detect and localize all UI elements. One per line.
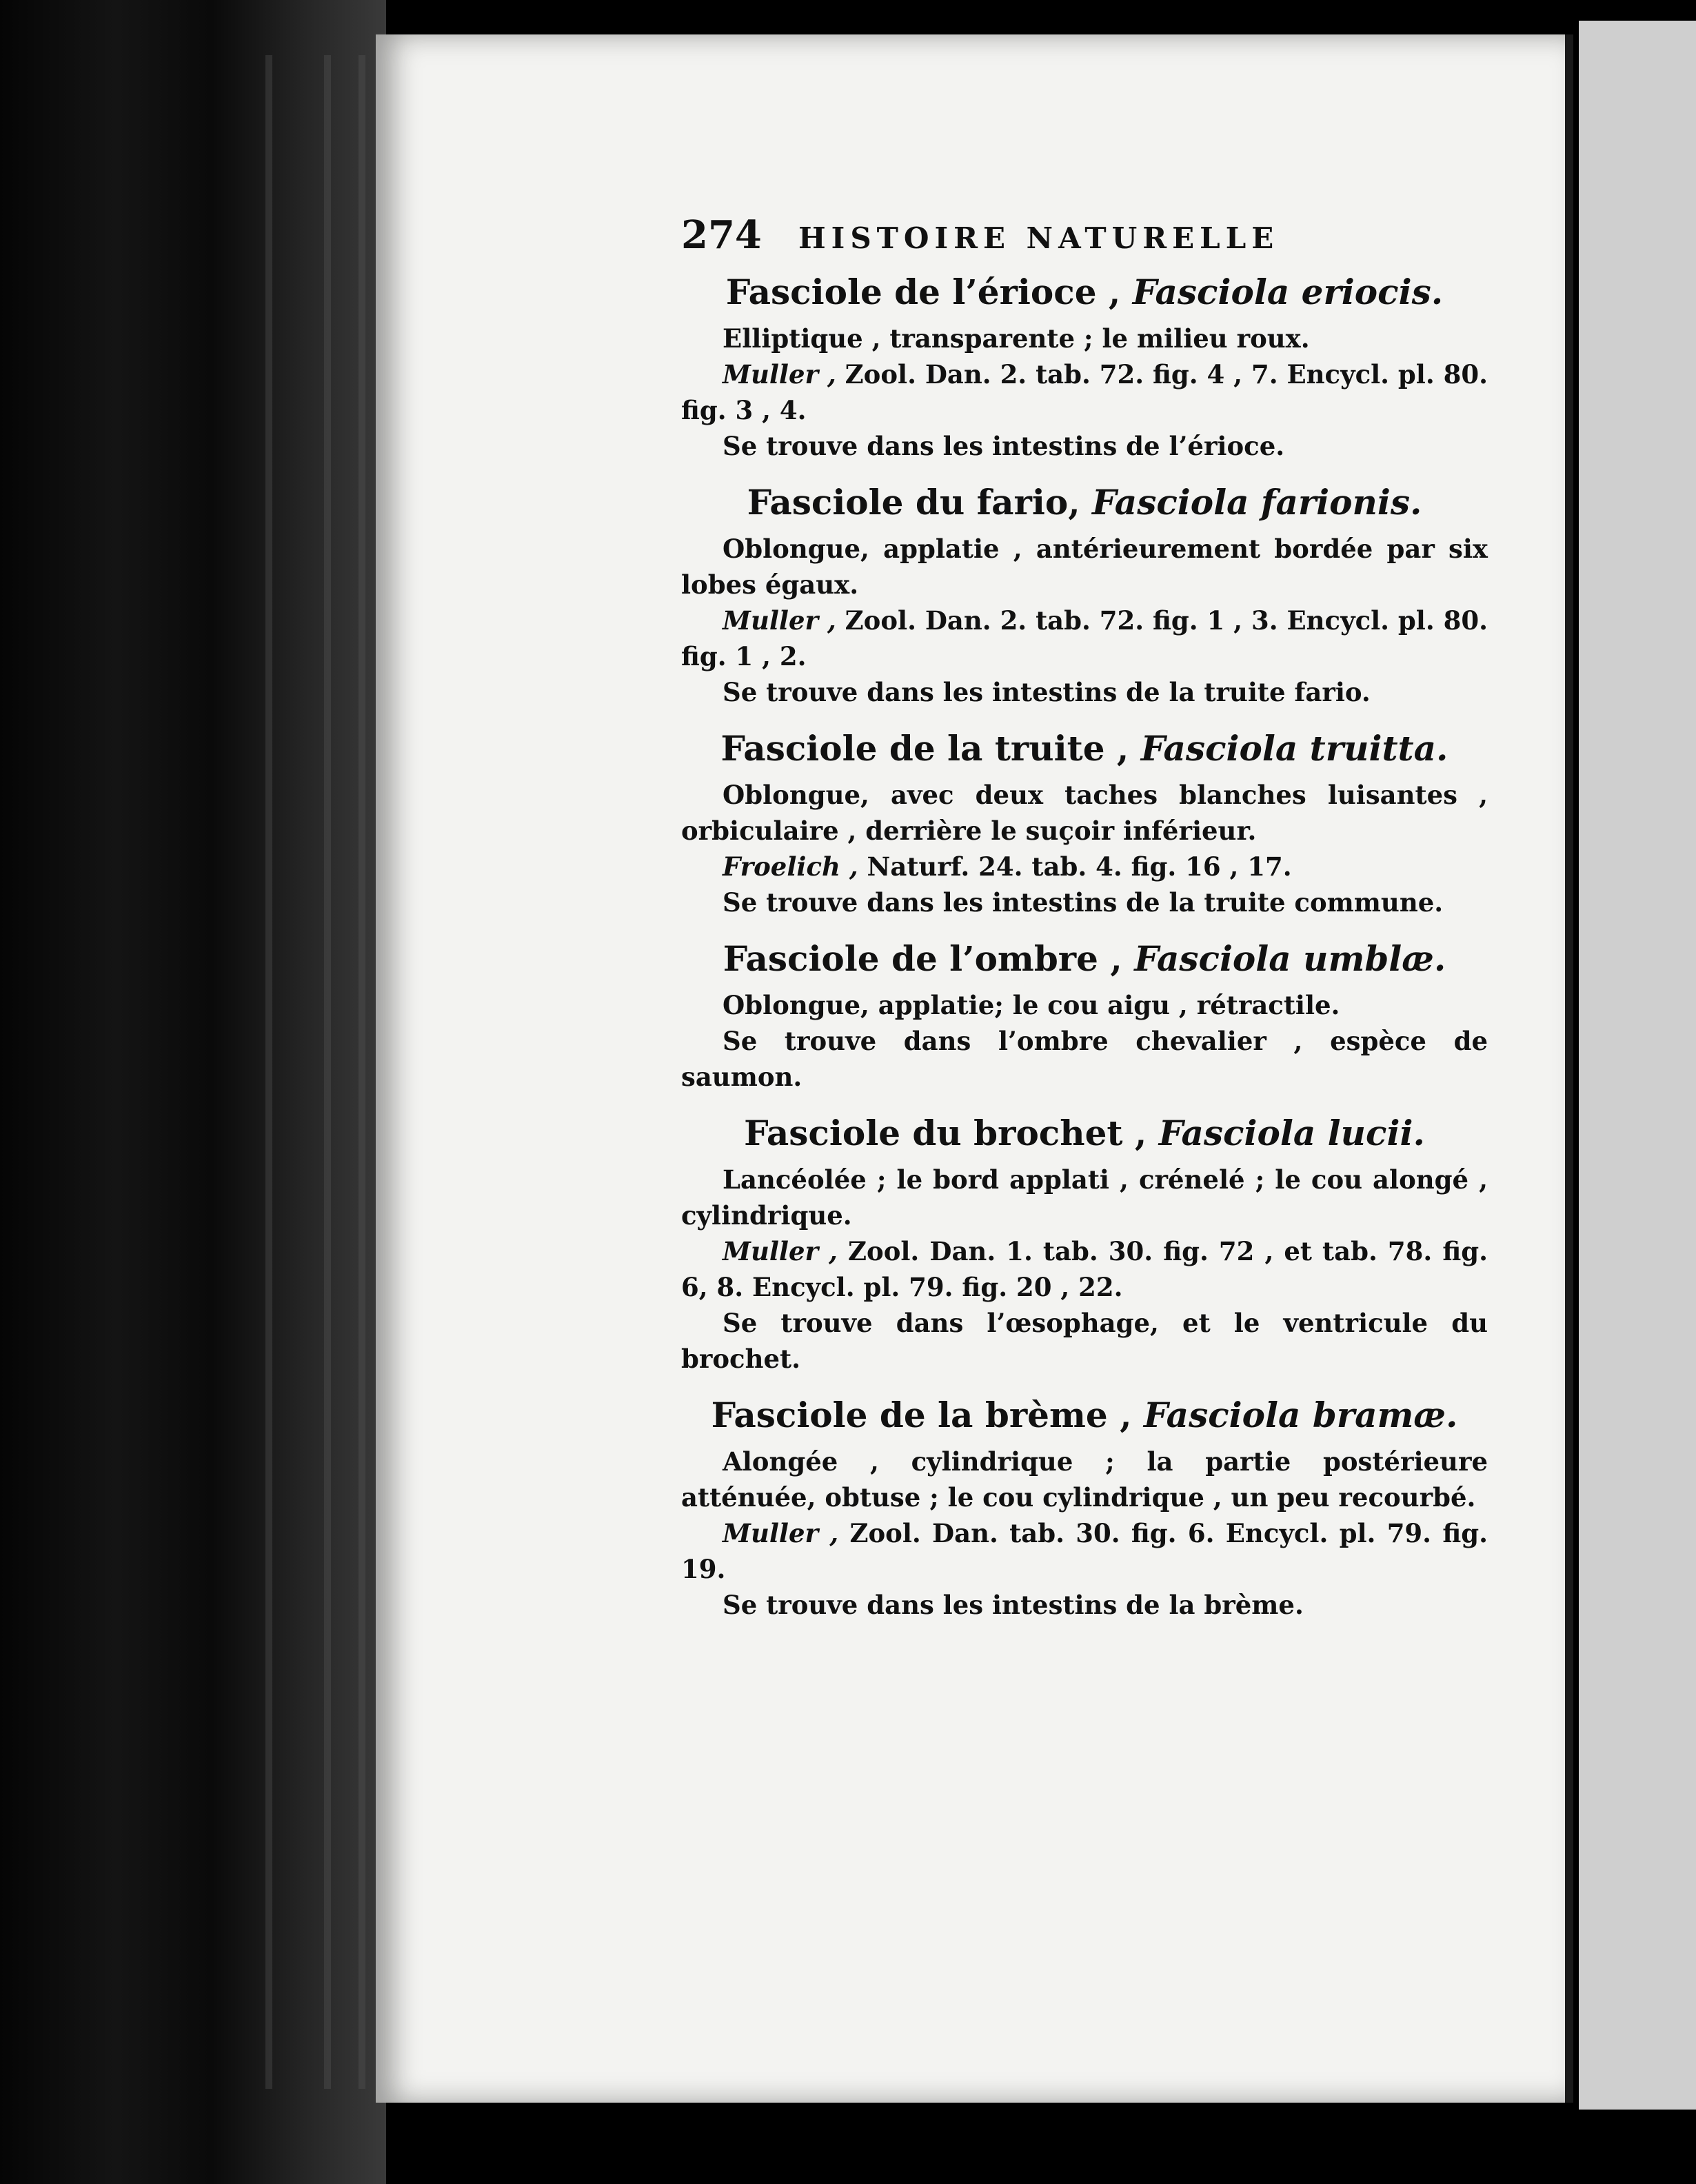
spine-streak xyxy=(265,55,272,2089)
entry-reference xyxy=(681,603,1488,674)
entry-eriocis xyxy=(681,272,1488,464)
entry-reference xyxy=(681,849,1488,884)
entry-description: Alongée , cylindrique ; la partie postérieure atténuée, obtuse ; le cou cylindrique , un peu recourbé. xyxy=(681,1446,1488,1513)
entry-title: Fasciole de l’ombre , xyxy=(723,938,1122,979)
entry-title: Fasciole de la brème , xyxy=(711,1395,1132,1435)
running-head xyxy=(681,212,1488,267)
entry-heading xyxy=(681,1395,1488,1435)
entry-title: Fasciole du fario, xyxy=(747,482,1080,523)
entry-heading xyxy=(681,938,1488,979)
adjacent-page xyxy=(1579,21,1696,2110)
entry-reference xyxy=(681,1515,1488,1587)
entry-location: Se trouve dans les intestins de la truite fario. xyxy=(723,677,1371,707)
entry-location: Se trouve dans l’ombre chevalier , espèce de saumon. xyxy=(681,1026,1488,1092)
entry-lucii xyxy=(681,1113,1488,1377)
spine-streak xyxy=(359,55,365,2089)
entry-latin-name: Fasciola lucii. xyxy=(1158,1113,1425,1153)
page-text xyxy=(681,212,1488,1641)
entry-location: Se trouve dans l’œsophage, et le ventricule du brochet. xyxy=(681,1308,1488,1374)
reference-author: Muller , xyxy=(723,1236,838,1266)
entry-reference xyxy=(681,1233,1488,1305)
entry-truitta xyxy=(681,728,1488,920)
reference-author: Froelich , xyxy=(723,851,858,882)
entry-heading xyxy=(681,1113,1488,1153)
entry-bramae xyxy=(681,1395,1488,1623)
entry-heading xyxy=(681,728,1488,769)
reference-author: Muller , xyxy=(723,605,836,636)
entry-title: Fasciole de la truite , xyxy=(720,728,1129,769)
entry-title: Fasciole du brochet , xyxy=(744,1113,1147,1153)
entry-latin-name: Fasciola umblæ. xyxy=(1134,938,1446,979)
spine-streak xyxy=(324,55,331,2089)
entry-latin-name: Fasciola farionis. xyxy=(1092,482,1422,523)
entry-farionis xyxy=(681,482,1488,710)
entry-latin-name: Fasciola eriocis. xyxy=(1132,272,1444,312)
reference-author: Muller , xyxy=(723,1518,839,1548)
reference-text: Naturf. 24. tab. 4. fig. 16 , 17. xyxy=(867,851,1292,882)
running-title: HISTOIRE NATURELLE xyxy=(798,221,1280,255)
entry-reference xyxy=(681,356,1488,428)
page-edge xyxy=(1565,34,1573,2103)
reference-text: Zool. Dan. 2. tab. 72. fig. 1 , 3. Encycl. pl. 80. fig. 1 , 2. xyxy=(681,605,1488,671)
reference-text: Zool. Dan. tab. 30. fig. 6. Encycl. pl. 79. fig. 19. xyxy=(681,1518,1488,1584)
reference-text: Zool. Dan. 2. tab. 72. fig. 4 , 7. Encycl. pl. 80. fig. 3 , 4. xyxy=(681,359,1488,425)
page-number: 274 xyxy=(681,212,762,258)
entry-latin-name: Fasciola truitta. xyxy=(1140,728,1448,769)
entry-heading xyxy=(681,272,1488,312)
entry-location: Se trouve dans les intestins de la truite commune. xyxy=(723,887,1444,918)
entry-location: Se trouve dans les intestins de l’érioce. xyxy=(723,431,1285,461)
entry-umblae xyxy=(681,938,1488,1095)
entry-description: Lancéolée ; le bord applati , crénelé ; le cou alongé , cylindrique. xyxy=(681,1164,1488,1231)
entry-description: Elliptique , transparente ; le milieu roux. xyxy=(723,323,1310,354)
reference-author: Muller , xyxy=(723,359,836,390)
entry-description: Oblongue, avec deux taches blanches luisantes , orbiculaire , derrière le suçoir inférieur. xyxy=(681,780,1488,846)
entry-latin-name: Fasciola bramæ. xyxy=(1143,1395,1458,1435)
entry-description: Oblongue, applatie; le cou aigu , rétractile. xyxy=(723,990,1340,1020)
reference-text: Zool. Dan. 1. tab. 30. fig. 72 , et tab. 78. fig. 6, 8. Encycl. pl. 79. fig. 20 , 22. xyxy=(681,1236,1488,1302)
book-spine xyxy=(0,0,386,2184)
entry-location: Se trouve dans les intestins de la brème. xyxy=(723,1590,1304,1620)
entry-description: Oblongue, applatie , antérieurement bordée par six lobes égaux. xyxy=(681,534,1488,600)
entry-heading xyxy=(681,482,1488,523)
entry-title: Fasciole de l’érioce , xyxy=(725,272,1121,312)
